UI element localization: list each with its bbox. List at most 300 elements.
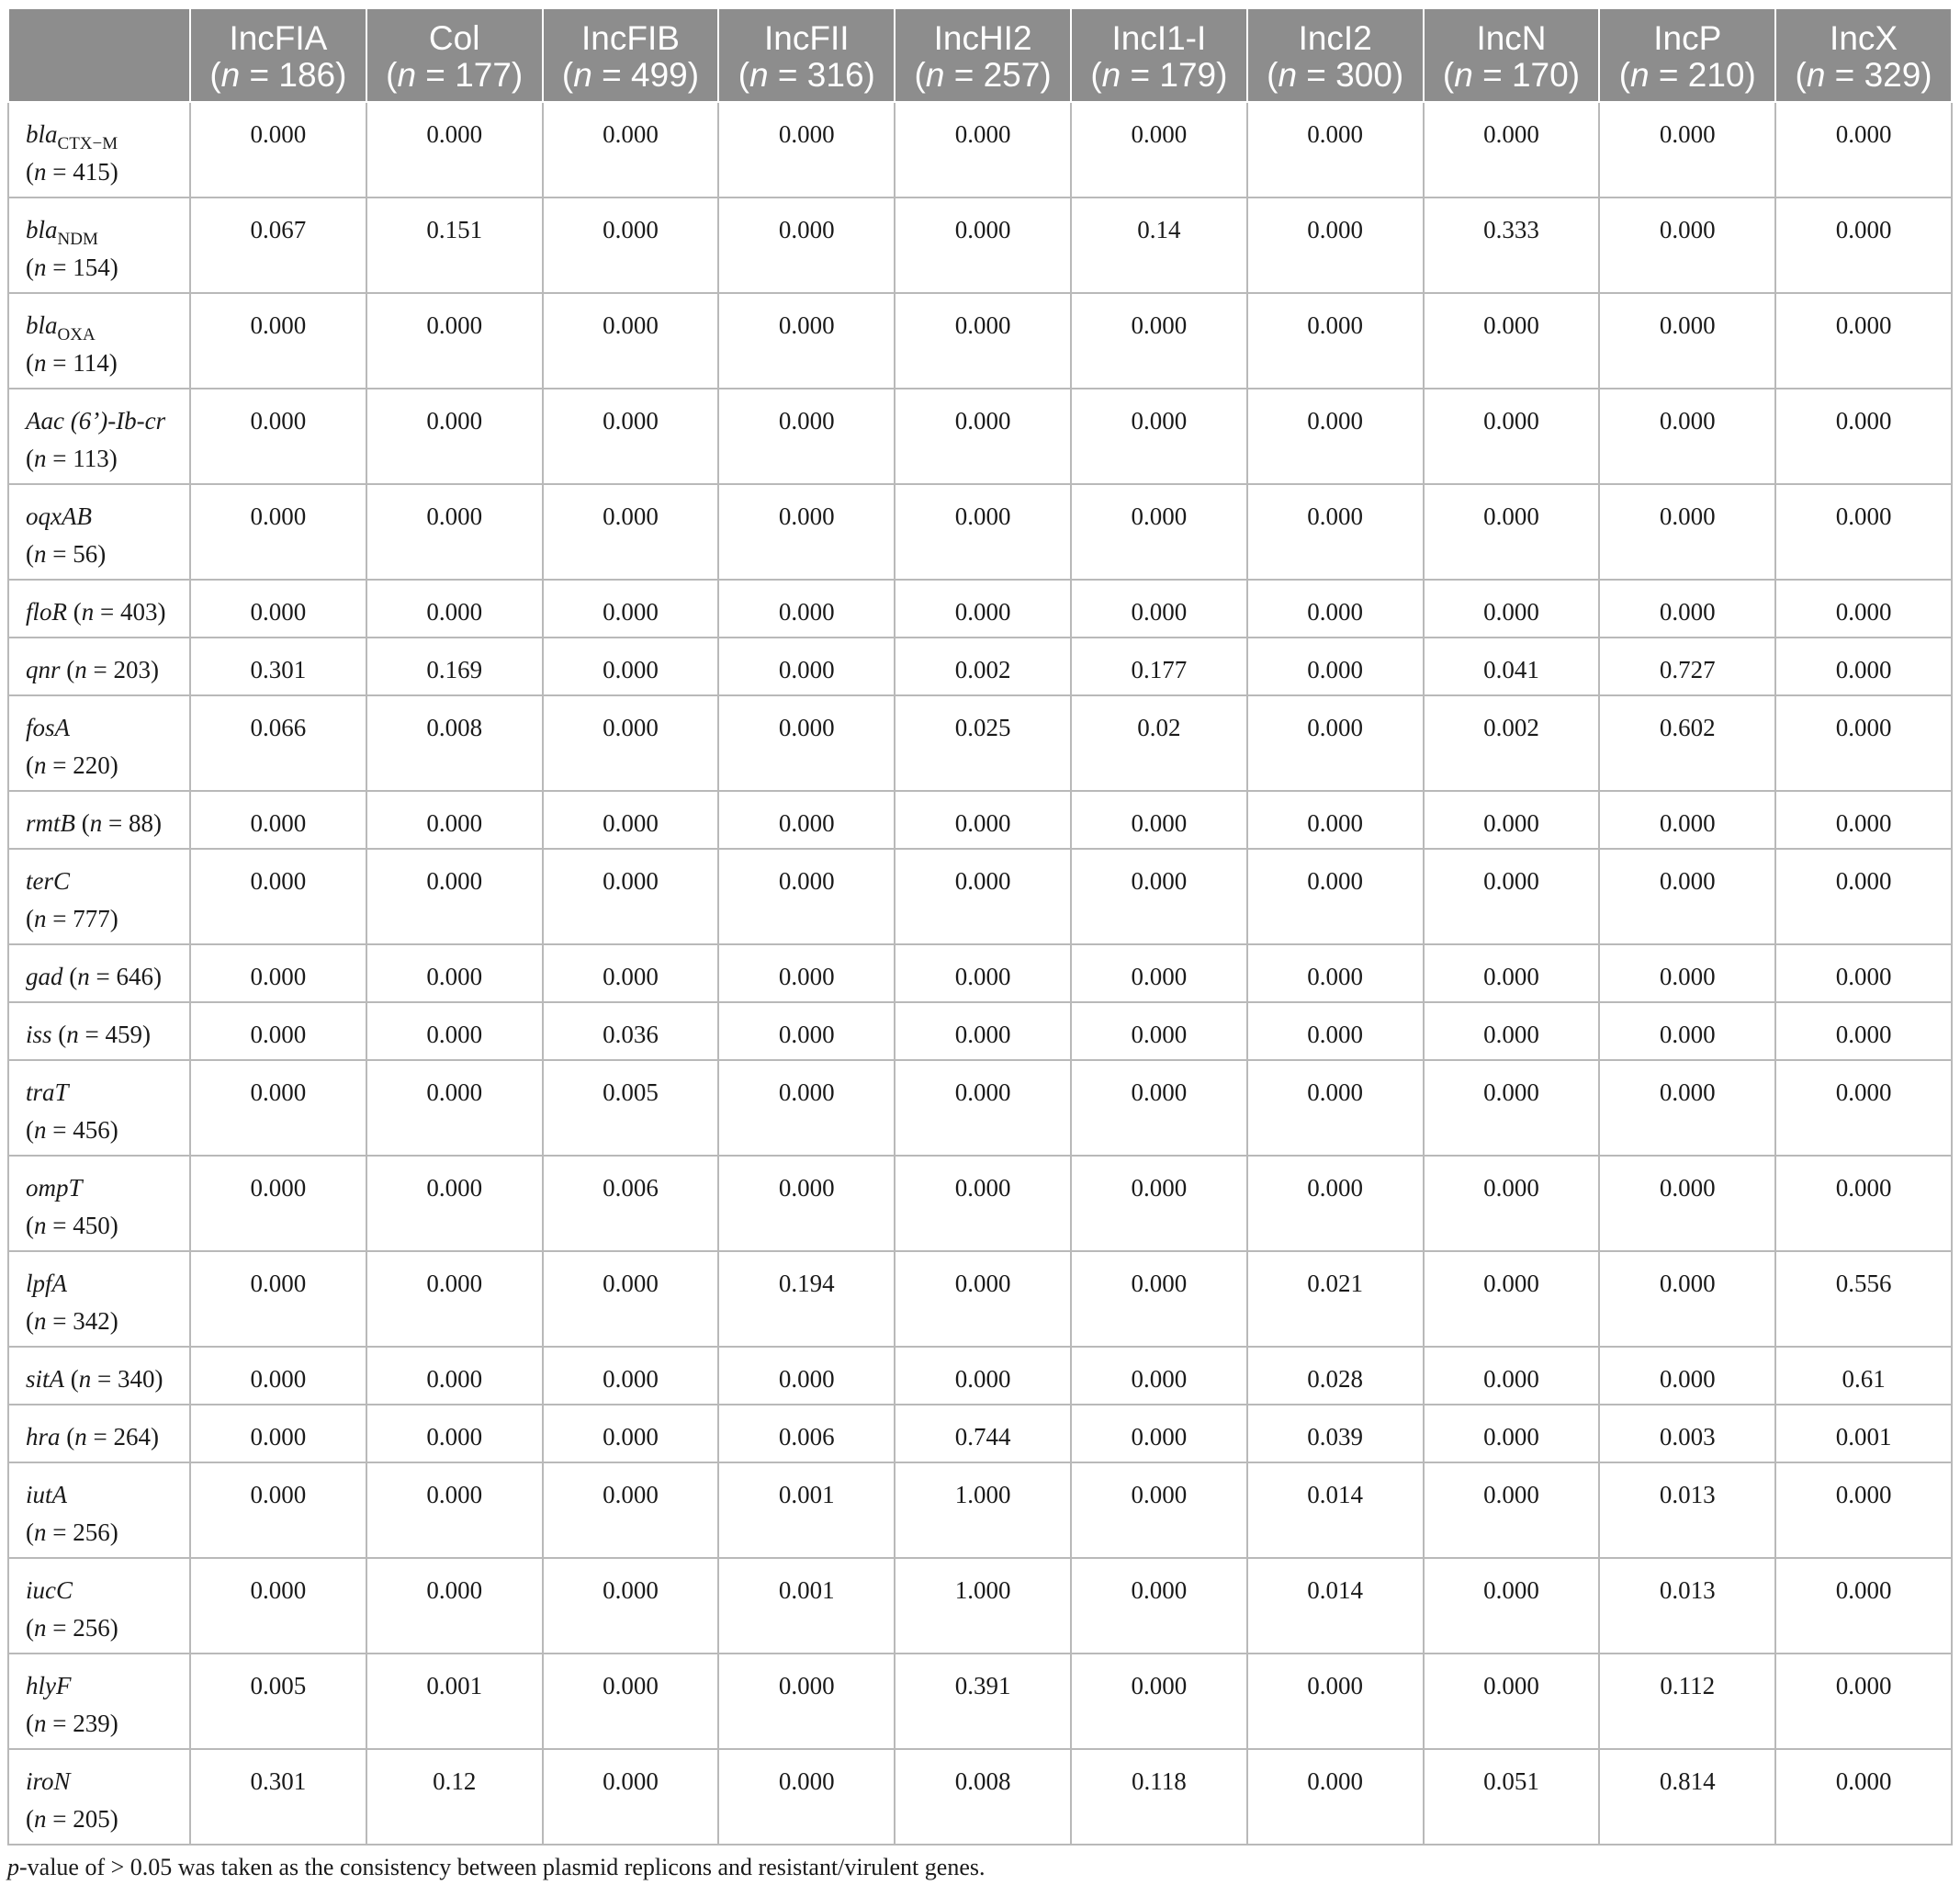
value-cell: 0.000	[1247, 198, 1424, 293]
value-cell: 0.000	[1071, 791, 1247, 849]
gene-cell	[8, 849, 190, 944]
table-row	[8, 791, 1952, 849]
value-cell: 0.000	[1775, 1654, 1952, 1749]
table-row	[8, 580, 1952, 638]
value-cell: 0.005	[190, 1654, 366, 1749]
gene-name: traT	[26, 1078, 69, 1106]
table-row	[8, 1002, 1952, 1060]
table-row	[8, 695, 1952, 791]
value-cell: 0.000	[366, 1405, 543, 1462]
value-cell: 0.000	[366, 580, 543, 638]
value-cell: 0.006	[543, 1156, 719, 1251]
column-header-name: IncFIA	[229, 19, 328, 57]
value-cell: 0.000	[718, 293, 895, 389]
gene-cell	[8, 1156, 190, 1251]
value-cell: 0.000	[718, 1654, 895, 1749]
column-header-count: (n = 186)	[209, 56, 347, 94]
value-cell: 0.005	[543, 1060, 719, 1156]
value-cell: 0.000	[1775, 1002, 1952, 1060]
column-header	[1775, 8, 1952, 102]
table-row	[8, 1654, 1952, 1749]
value-cell: 0.000	[1424, 1060, 1600, 1156]
value-cell: 0.000	[895, 849, 1071, 944]
value-cell: 0.000	[1071, 293, 1247, 389]
value-cell: 0.000	[1424, 484, 1600, 580]
value-cell: 0.000	[1775, 1558, 1952, 1654]
value-cell: 0.000	[1247, 389, 1424, 484]
gene-count: (n = 777)	[26, 905, 118, 932]
gene-subscript: OXA	[57, 325, 96, 344]
value-cell: 0.000	[718, 944, 895, 1002]
value-cell: 0.000	[1775, 944, 1952, 1002]
gene-name: ompT	[26, 1174, 83, 1202]
table-row	[8, 198, 1952, 293]
value-cell: 0.014	[1247, 1462, 1424, 1558]
value-cell: 0.000	[1775, 1156, 1952, 1251]
table-row	[8, 944, 1952, 1002]
value-cell: 0.61	[1775, 1347, 1952, 1405]
value-cell: 0.000	[895, 198, 1071, 293]
value-cell: 0.008	[895, 1749, 1071, 1845]
value-cell: 0.000	[190, 944, 366, 1002]
value-cell: 0.000	[543, 1405, 719, 1462]
value-cell: 0.000	[190, 1347, 366, 1405]
value-cell: 0.000	[1599, 198, 1775, 293]
gene-name: hra	[26, 1423, 61, 1450]
value-cell: 0.013	[1599, 1462, 1775, 1558]
value-cell: 0.000	[543, 791, 719, 849]
value-cell: 0.177	[1071, 638, 1247, 695]
gene-name: bla	[26, 216, 58, 243]
value-cell: 0.000	[1071, 1060, 1247, 1156]
gene-cell	[8, 484, 190, 580]
gene-name: Aac (6’)-Ib-cr	[26, 407, 166, 435]
gene-name: bla	[26, 120, 58, 148]
value-cell: 0.000	[1599, 944, 1775, 1002]
value-cell: 0.000	[1424, 1558, 1600, 1654]
gene-cell	[8, 944, 190, 1002]
value-cell: 0.000	[1071, 1558, 1247, 1654]
value-cell: 0.000	[1424, 1002, 1600, 1060]
p-value-table	[7, 7, 1953, 1845]
value-cell: 0.000	[543, 102, 719, 198]
value-cell: 0.000	[1775, 293, 1952, 389]
value-cell: 0.000	[543, 1654, 719, 1749]
value-cell: 0.000	[895, 1002, 1071, 1060]
value-cell: 0.000	[895, 102, 1071, 198]
value-cell: 0.000	[895, 1251, 1071, 1347]
value-cell: 0.000	[543, 580, 719, 638]
table-row	[8, 849, 1952, 944]
gene-cell	[8, 1002, 190, 1060]
value-cell: 0.000	[1599, 102, 1775, 198]
value-cell: 0.000	[1775, 580, 1952, 638]
table-row	[8, 293, 1952, 389]
value-cell: 0.000	[1247, 638, 1424, 695]
column-header	[190, 8, 366, 102]
gene-count: (n = 342)	[26, 1307, 118, 1335]
value-cell: 0.000	[1071, 580, 1247, 638]
gene-cell	[8, 695, 190, 791]
value-cell: 0.000	[190, 849, 366, 944]
gene-name: hlyF	[26, 1672, 72, 1699]
column-header-count: (n = 499)	[561, 56, 700, 94]
value-cell: 0.000	[543, 1558, 719, 1654]
value-cell: 0.301	[190, 1749, 366, 1845]
value-cell: 0.000	[1599, 1002, 1775, 1060]
header-row	[8, 8, 1952, 102]
value-cell: 0.001	[366, 1654, 543, 1749]
gene-cell	[8, 580, 190, 638]
value-cell: 0.000	[1071, 849, 1247, 944]
value-cell: 0.000	[1424, 102, 1600, 198]
column-header-name: IncI1-I	[1111, 19, 1207, 57]
column-header-name: IncFII	[764, 19, 850, 57]
column-header	[1599, 8, 1775, 102]
value-cell: 0.000	[718, 638, 895, 695]
value-cell: 0.000	[895, 389, 1071, 484]
value-cell: 0.000	[895, 1347, 1071, 1405]
value-cell: 0.000	[1071, 1462, 1247, 1558]
gene-cell	[8, 638, 190, 695]
value-cell: 0.000	[1247, 293, 1424, 389]
table-body	[8, 102, 1952, 1845]
value-cell: 0.021	[1247, 1251, 1424, 1347]
value-cell: 0.000	[1599, 791, 1775, 849]
value-cell: 0.000	[1424, 580, 1600, 638]
value-cell: 0.003	[1599, 1405, 1775, 1462]
value-cell: 0.744	[895, 1405, 1071, 1462]
value-cell: 0.000	[718, 1749, 895, 1845]
gene-cell	[8, 1251, 190, 1347]
value-cell: 0.000	[1775, 638, 1952, 695]
gene-cell	[8, 389, 190, 484]
column-header	[718, 8, 895, 102]
value-cell: 0.000	[895, 1060, 1071, 1156]
value-cell: 0.02	[1071, 695, 1247, 791]
footnote-text: -value of > 0.05 was taken as the consistency between plasmid replicons and resistant/virulent genes.	[19, 1854, 986, 1880]
column-header	[895, 8, 1071, 102]
value-cell: 0.727	[1599, 638, 1775, 695]
gene-cell	[8, 1347, 190, 1405]
value-cell: 0.000	[895, 944, 1071, 1002]
value-cell: 0.000	[1599, 389, 1775, 484]
value-cell: 0.000	[1247, 849, 1424, 944]
value-cell: 0.14	[1071, 198, 1247, 293]
value-cell: 0.194	[718, 1251, 895, 1347]
value-cell: 0.000	[1247, 791, 1424, 849]
value-cell: 0.000	[1071, 1347, 1247, 1405]
value-cell: 0.000	[1775, 1060, 1952, 1156]
value-cell: 0.000	[190, 1002, 366, 1060]
value-cell: 0.000	[1247, 102, 1424, 198]
column-header-name: IncI2	[1298, 19, 1372, 57]
value-cell: 0.000	[366, 484, 543, 580]
value-cell: 0.000	[1599, 580, 1775, 638]
gene-cell	[8, 293, 190, 389]
gene-cell	[8, 1654, 190, 1749]
value-cell: 0.000	[1424, 849, 1600, 944]
value-cell: 0.000	[366, 1002, 543, 1060]
value-cell: 0.000	[543, 1251, 719, 1347]
value-cell: 0.000	[1424, 1156, 1600, 1251]
value-cell: 0.001	[718, 1558, 895, 1654]
value-cell: 0.000	[718, 695, 895, 791]
gene-count: (n = 88)	[81, 809, 162, 837]
gene-cell	[8, 1462, 190, 1558]
gene-count: (n = 256)	[26, 1518, 118, 1546]
value-cell: 0.000	[718, 484, 895, 580]
gene-count: (n = 220)	[26, 751, 118, 779]
value-cell: 0.000	[895, 580, 1071, 638]
value-cell: 0.000	[895, 1156, 1071, 1251]
gene-cell	[8, 1749, 190, 1845]
value-cell: 0.000	[190, 102, 366, 198]
value-cell: 0.000	[543, 944, 719, 1002]
gene-count: (n = 256)	[26, 1614, 118, 1642]
value-cell: 0.000	[1424, 1251, 1600, 1347]
value-cell: 0.000	[543, 1462, 719, 1558]
gene-name: iutA	[26, 1481, 67, 1508]
value-cell: 0.000	[1599, 484, 1775, 580]
value-cell: 0.000	[1424, 389, 1600, 484]
gene-name: gad	[26, 963, 63, 990]
column-header	[543, 8, 719, 102]
value-cell: 0.000	[543, 1749, 719, 1845]
value-cell: 0.000	[1247, 944, 1424, 1002]
value-cell: 0.002	[895, 638, 1071, 695]
value-cell: 0.000	[1424, 1405, 1600, 1462]
table-row	[8, 484, 1952, 580]
value-cell: 0.151	[366, 198, 543, 293]
table-row	[8, 102, 1952, 198]
value-cell: 0.008	[366, 695, 543, 791]
column-header-name: IncFIB	[581, 19, 680, 57]
value-cell: 0.000	[1599, 293, 1775, 389]
value-cell: 0.000	[895, 791, 1071, 849]
value-cell: 0.333	[1424, 198, 1600, 293]
value-cell: 0.000	[543, 1347, 719, 1405]
value-cell: 0.000	[1247, 580, 1424, 638]
value-cell: 0.000	[1071, 944, 1247, 1002]
column-header-name: IncN	[1476, 19, 1547, 57]
gene-name: fosA	[26, 714, 71, 741]
value-cell: 0.556	[1775, 1251, 1952, 1347]
value-cell: 0.000	[1775, 1749, 1952, 1845]
gene-count: (n = 456)	[26, 1116, 118, 1144]
gene-name: lpfA	[26, 1270, 67, 1297]
value-cell: 0.000	[718, 102, 895, 198]
column-header-count: (n = 329)	[1795, 56, 1932, 94]
gene-name: qnr	[26, 656, 61, 683]
column-header-name: IncP	[1653, 19, 1722, 57]
value-cell: 0.000	[543, 389, 719, 484]
value-cell: 0.067	[190, 198, 366, 293]
gene-name: floR	[26, 598, 67, 626]
value-cell: 0.000	[1599, 1251, 1775, 1347]
gene-count: (n = 450)	[26, 1212, 118, 1239]
value-cell: 0.001	[1775, 1405, 1952, 1462]
value-cell: 0.000	[718, 791, 895, 849]
value-cell: 0.000	[895, 484, 1071, 580]
value-cell: 0.000	[1071, 1156, 1247, 1251]
table-row	[8, 1405, 1952, 1462]
gene-count: (n = 56)	[26, 540, 107, 568]
column-header-name: IncHI2	[933, 19, 1032, 57]
value-cell: 0.000	[1775, 102, 1952, 198]
table-row	[8, 1156, 1952, 1251]
value-cell: 0.000	[1424, 1654, 1600, 1749]
value-cell: 0.000	[1247, 1002, 1424, 1060]
gene-count: (n = 459)	[58, 1021, 151, 1048]
gene-count: (n = 154)	[26, 254, 118, 281]
table-row	[8, 638, 1952, 695]
table-row	[8, 1347, 1952, 1405]
gene-count: (n = 114)	[26, 349, 118, 377]
value-cell: 0.000	[718, 1347, 895, 1405]
gene-cell	[8, 198, 190, 293]
value-cell: 0.066	[190, 695, 366, 791]
value-cell: 0.051	[1424, 1749, 1600, 1845]
gene-name: bla	[26, 311, 58, 339]
value-cell: 0.000	[190, 1156, 366, 1251]
table-row	[8, 389, 1952, 484]
value-cell: 0.169	[366, 638, 543, 695]
footnote-italic: p	[7, 1854, 19, 1880]
value-cell: 0.000	[1775, 389, 1952, 484]
value-cell: 0.000	[190, 1558, 366, 1654]
value-cell: 0.000	[1071, 102, 1247, 198]
value-cell: 0.000	[543, 484, 719, 580]
column-header	[366, 8, 543, 102]
value-cell: 0.013	[1599, 1558, 1775, 1654]
value-cell: 0.000	[1424, 1462, 1600, 1558]
value-cell: 0.000	[718, 389, 895, 484]
value-cell: 0.301	[190, 638, 366, 695]
value-cell: 0.000	[1599, 849, 1775, 944]
gene-name: iss	[26, 1021, 52, 1048]
table-row	[8, 1251, 1952, 1347]
value-cell: 0.000	[1247, 1749, 1424, 1845]
gene-name: sitA	[26, 1365, 65, 1393]
column-header-name: Col	[428, 19, 480, 57]
value-cell: 0.000	[718, 1060, 895, 1156]
value-cell: 0.000	[366, 293, 543, 389]
value-cell: 1.000	[895, 1558, 1071, 1654]
gene-cell	[8, 1405, 190, 1462]
value-cell: 0.000	[718, 198, 895, 293]
value-cell: 0.000	[190, 791, 366, 849]
value-cell: 0.000	[543, 695, 719, 791]
value-cell: 0.000	[1599, 1060, 1775, 1156]
value-cell: 0.000	[366, 1558, 543, 1654]
value-cell: 0.000	[366, 944, 543, 1002]
gene-name: iucC	[26, 1576, 73, 1604]
value-cell: 1.000	[895, 1462, 1071, 1558]
value-cell: 0.000	[543, 638, 719, 695]
gene-subscript: CTX−M	[57, 134, 118, 153]
gene-count: (n = 205)	[26, 1805, 118, 1833]
value-cell: 0.000	[366, 389, 543, 484]
value-cell: 0.118	[1071, 1749, 1247, 1845]
gene-count: (n = 340)	[70, 1365, 163, 1393]
column-header-name: IncX	[1830, 19, 1898, 57]
value-cell: 0.000	[1071, 1405, 1247, 1462]
value-cell: 0.000	[190, 1462, 366, 1558]
value-cell: 0.000	[366, 1251, 543, 1347]
value-cell: 0.000	[1071, 1002, 1247, 1060]
table-row	[8, 1558, 1952, 1654]
gene-name: iroN	[26, 1767, 71, 1795]
value-cell: 0.000	[190, 1060, 366, 1156]
column-header	[1424, 8, 1600, 102]
value-cell: 0.000	[190, 580, 366, 638]
column-header-count: (n = 210)	[1618, 56, 1756, 94]
table-row	[8, 1749, 1952, 1845]
value-cell: 0.000	[895, 293, 1071, 389]
value-cell: 0.000	[1775, 695, 1952, 791]
value-cell: 0.000	[543, 198, 719, 293]
value-cell: 0.000	[1424, 293, 1600, 389]
value-cell: 0.039	[1247, 1405, 1424, 1462]
gene-count: (n = 415)	[26, 158, 118, 186]
value-cell: 0.602	[1599, 695, 1775, 791]
gene-count: (n = 113)	[26, 445, 118, 472]
value-cell: 0.025	[895, 695, 1071, 791]
value-cell: 0.000	[366, 1060, 543, 1156]
value-cell: 0.000	[190, 293, 366, 389]
value-cell: 0.000	[1247, 484, 1424, 580]
gene-count: (n = 239)	[26, 1710, 118, 1737]
value-cell: 0.391	[895, 1654, 1071, 1749]
gene-name: terC	[26, 867, 71, 895]
value-cell: 0.000	[1424, 944, 1600, 1002]
value-cell: 0.000	[718, 1156, 895, 1251]
table-row	[8, 1060, 1952, 1156]
gene-subscript: NDM	[57, 230, 98, 249]
table-container	[7, 7, 1951, 1845]
footnote	[7, 1854, 985, 1881]
gene-name: rmtB	[26, 809, 75, 837]
value-cell: 0.000	[366, 1347, 543, 1405]
value-cell: 0.000	[190, 1251, 366, 1347]
value-cell: 0.000	[1071, 1251, 1247, 1347]
value-cell: 0.036	[543, 1002, 719, 1060]
value-cell: 0.041	[1424, 638, 1600, 695]
value-cell: 0.112	[1599, 1654, 1775, 1749]
value-cell: 0.014	[1247, 1558, 1424, 1654]
value-cell: 0.000	[1775, 791, 1952, 849]
gene-count: (n = 203)	[66, 656, 159, 683]
value-cell: 0.000	[1247, 1060, 1424, 1156]
gene-cell	[8, 1060, 190, 1156]
value-cell: 0.000	[1071, 1654, 1247, 1749]
column-header-count: (n = 179)	[1090, 56, 1228, 94]
value-cell: 0.000	[718, 849, 895, 944]
value-cell: 0.000	[1775, 198, 1952, 293]
column-header	[1071, 8, 1247, 102]
value-cell: 0.000	[1247, 695, 1424, 791]
gene-cell	[8, 1558, 190, 1654]
value-cell: 0.000	[190, 484, 366, 580]
column-header-count: (n = 170)	[1442, 56, 1581, 94]
value-cell: 0.000	[1424, 1347, 1600, 1405]
value-cell: 0.000	[1071, 389, 1247, 484]
table-row	[8, 1462, 1952, 1558]
value-cell: 0.000	[366, 1156, 543, 1251]
value-cell: 0.000	[1775, 484, 1952, 580]
value-cell: 0.000	[1599, 1347, 1775, 1405]
